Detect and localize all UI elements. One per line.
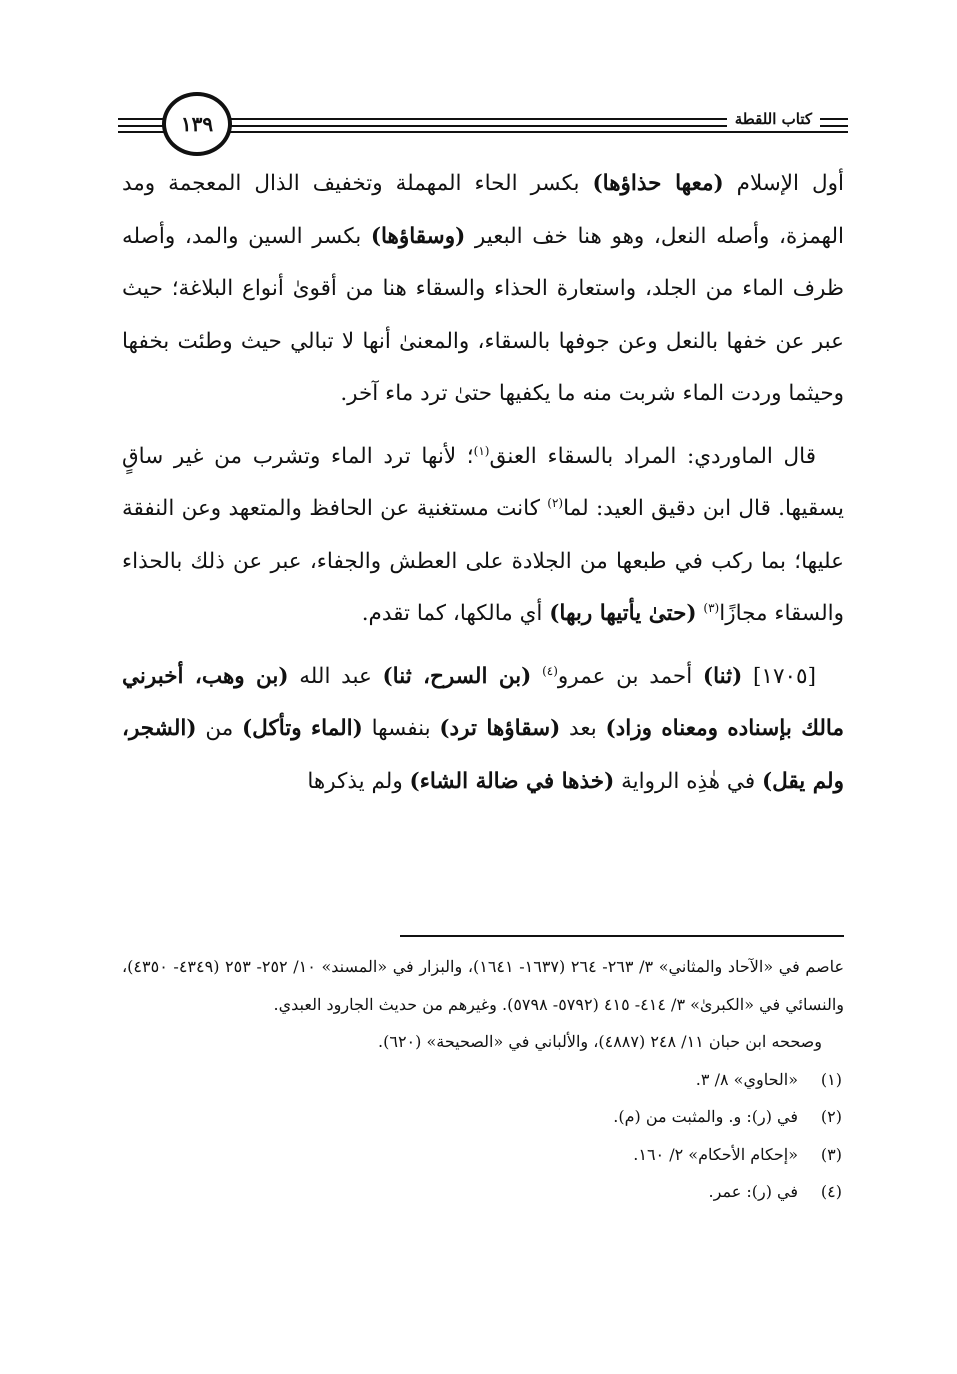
- footnote-number: (٢): [820, 1107, 842, 1126]
- main-text: [122, 158, 844, 808]
- footnote-item: [122, 1173, 844, 1211]
- quoted-text: (ثنا): [702, 663, 743, 689]
- header-rule: [118, 118, 168, 120]
- quoted-text: (بن وهب، أخبرني مالك بإسناده ومعناه وزاد): [122, 663, 844, 741]
- quoted-text: (معها حذاؤها): [592, 171, 724, 196]
- text-run: بعد: [560, 716, 606, 741]
- footnote-item: [122, 1098, 844, 1136]
- text-run: ولم يذكرها: [307, 768, 410, 794]
- footnote-number: (١): [820, 1069, 842, 1089]
- header-rule: [118, 125, 168, 127]
- quoted-text: (سقاؤها ترد): [439, 716, 561, 741]
- footnotes: [122, 948, 844, 1211]
- footnote-ref: (٢): [547, 495, 564, 510]
- text-run: أي مالكها، كما تقدم.: [361, 601, 550, 626]
- page-number: ١٣٩: [162, 92, 232, 156]
- footnote-separator: [400, 935, 844, 937]
- text-run: من: [196, 716, 242, 741]
- text-run: كانت مستغنية عن الحافظ والمتعهد وعن النفقة عليها؛ بما ركب في طبعها من الجلادة على العطش والجفاء، عبر عن ذلك بالحذاء والسقاء مجازًا: [122, 496, 844, 626]
- text-run: عبد الله: [288, 663, 383, 689]
- footnote-text: في (ر): و. والمثبت من (م).: [613, 1107, 798, 1126]
- paragraph: [122, 158, 844, 421]
- footnote-number: (٣): [820, 1144, 842, 1164]
- footnote-continuation: وصححه ابن حبان ١١/ ٢٤٨ (٤٨٨٧)، والألباني في «الصحيحة» (٦٢٠).: [378, 1032, 822, 1051]
- text-run: في هٰذِه الرواية: [614, 768, 762, 794]
- text-run: بكسر السين والمد، وأصله ظرف الماء من الجلد، واستعارة الحذاء والسقاء هنا من أقوىٰ أنواع البلاغة؛ حيث عبر عن خفها بالنعل وعن جوفها بالسقاء، والمعنىٰ أنها لا تبالي حيث وطئت بخفها وحيثما وردت الماء شربت منه ما يكفيها حتىٰ ترد ماء آخر.: [122, 223, 844, 406]
- paragraph: [122, 431, 844, 641]
- header-rule: [178, 131, 848, 133]
- footnote-text: «الحاوي» ٨/ ٣.: [695, 1069, 798, 1089]
- footnote-continuation: عاصم في «الآحاد والمثاني» ٣/ ٢٦٣- ٢٦٤ (١٦٣٧- ١٦٤١)، والبزار في «المسند» ١٠/ ٢٥٢- ٢٥٣ (٤٣٤٩- ٤٣٥٠)، والنسائي في «الكبرىٰ» ٣/ ٤١٤- ٤١٥ (٥٧٩٢- ٥٧٩٨). وغيرهم من حديث الجارود العبدي.: [122, 957, 845, 1014]
- text-run: أول الإسلام: [723, 171, 844, 196]
- text-run: أحمد بن عمرو: [557, 663, 703, 689]
- hadith-number: [١٧٠٥]: [742, 663, 816, 689]
- footnote-ref: (١): [473, 443, 490, 458]
- quoted-text: (بن السرح، ثنا): [382, 663, 532, 689]
- quoted-text: (وسقاؤها): [370, 223, 466, 249]
- header-rule: [118, 131, 168, 133]
- footnote-ref: (٤): [542, 663, 558, 678]
- footnote-text: «إحكام الأحكام» ٢/ ١٦٠.: [633, 1144, 798, 1164]
- page-header: [118, 92, 848, 162]
- footnote-text: في (ر): عمر.: [708, 1182, 798, 1201]
- footnote-ref: (٣): [703, 600, 720, 615]
- header-rule: [826, 118, 848, 133]
- text-run: [531, 664, 542, 689]
- footnote-item: [122, 1136, 844, 1174]
- text-run: بكسر الحاء المهملة وتخفيف الذال المعجمة ومد الهمزة، وأصله النعل، وهو هنا خف البعير: [122, 171, 844, 249]
- footnote-item: [122, 1061, 844, 1099]
- paragraph: [122, 651, 844, 809]
- text-run: قال الماوردي: المراد بالسقاء العنق: [489, 443, 816, 469]
- quoted-text: (حتىٰ يأتيها ربها): [549, 601, 697, 626]
- text-run: بنفسها: [362, 716, 440, 741]
- footnote-number: (٤): [820, 1182, 842, 1201]
- quoted-text: (الماء وتأكل): [242, 716, 363, 741]
- quoted-text: (خذها في ضالة الشاء): [409, 768, 615, 794]
- text-run: ؛ لأنها ترد الماء وتشرب من غير ساقٍ يسقيها. قال ابن دقيق العيد: لما: [122, 443, 844, 521]
- quoted-text: (الشجر، ولم يقل): [122, 716, 844, 794]
- running-title: كتاب اللقطة: [727, 110, 820, 128]
